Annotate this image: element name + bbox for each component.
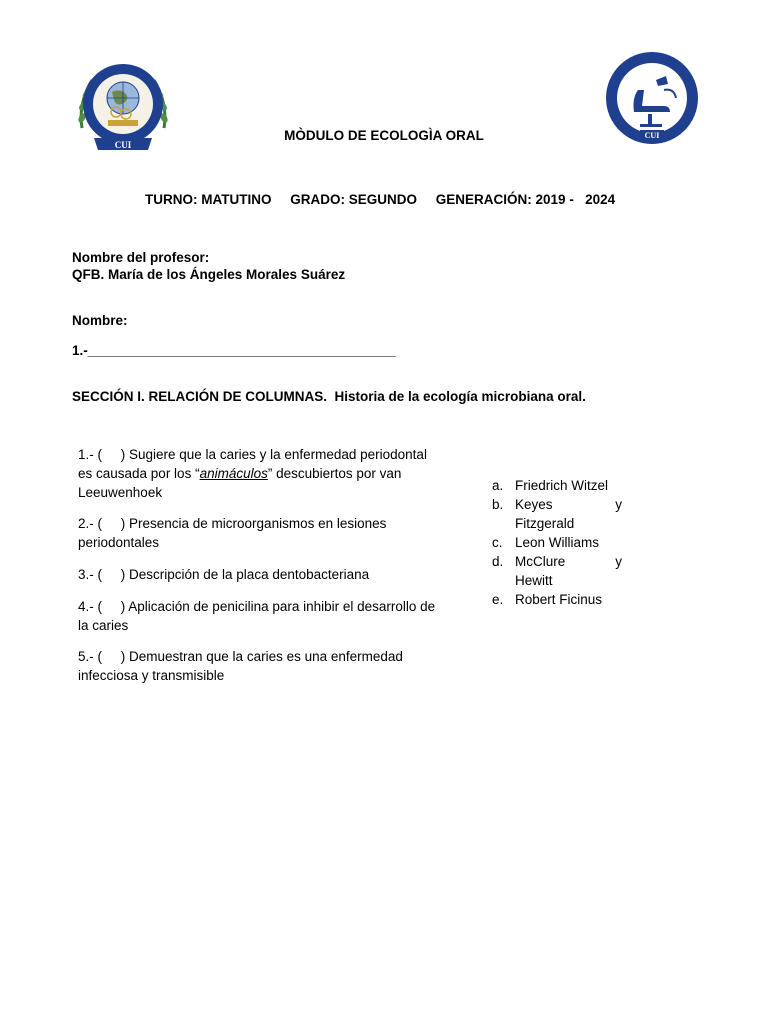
question-item — [78, 565, 440, 584]
course-info-line — [145, 192, 615, 207]
student-name-field[interactable]: 1.-_________________________________________ — [72, 343, 396, 358]
option-text: Robert Ficinus — [515, 592, 603, 607]
question-text-end: ” descubiertos por van Leeuwenhoek — [78, 466, 402, 500]
grado-text: GRADO: SEGUNDO — [290, 192, 418, 207]
option-text: Keyes — [515, 497, 553, 512]
option-text: McClure — [515, 554, 566, 569]
option-conjunction: y — [615, 497, 622, 512]
question-emphasis: animáculos — [199, 466, 268, 481]
answer-blank[interactable]: 4.- ( ) — [78, 599, 126, 614]
student-name-label: Nombre: — [72, 313, 128, 328]
question-item — [78, 514, 440, 552]
option-conjunction: y — [615, 554, 622, 569]
answer-blank[interactable]: 1.- ( ) — [78, 447, 126, 462]
turno-text: TURNO: MATUTINO — [145, 192, 272, 207]
teacher-label: Nombre del profesor: — [72, 250, 210, 265]
answer-option — [492, 476, 622, 495]
question-text: Aplicación de penicilina para inhibir el desarrollo de la caries — [78, 599, 436, 633]
option-letter: c. — [492, 535, 503, 550]
option-letter: a. — [492, 478, 504, 493]
question-text: Sugiere que la caries y la enfermedad periodontal es causada por los “ — [78, 447, 427, 481]
option-text: Leon Williams — [515, 535, 600, 550]
answer-option — [492, 533, 622, 552]
question-item — [78, 647, 440, 685]
section-title: SECCIÓN I. RELACIÓN DE COLUMNAS. Historia de la ecología microbiana oral. — [72, 389, 586, 404]
answer-blank[interactable]: 2.- ( ) — [78, 516, 126, 531]
svg-text:CUI: CUI — [114, 140, 132, 150]
answer-option — [492, 495, 622, 533]
option-text-second: Hewitt — [515, 573, 553, 588]
option-letter: e. — [492, 592, 504, 607]
answer-blank[interactable]: 5.- ( ) — [78, 649, 126, 664]
question-item — [78, 445, 440, 502]
option-letter: d. — [492, 554, 504, 569]
module-title: MÒDULO DE ECOLOGÌA ORAL — [284, 128, 484, 143]
question-text: Presencia de microorganismos en lesiones periodontales — [78, 516, 387, 550]
option-text: Friedrich Witzel — [515, 478, 609, 493]
question-text: Demuestran que la caries es una enfermedad infecciosa y transmisible — [78, 649, 403, 683]
answer-options-list — [492, 476, 622, 609]
svg-text:CUI: CUI — [644, 131, 660, 140]
question-item — [78, 597, 440, 635]
option-letter: b. — [492, 497, 504, 512]
question-text: Descripción de la placa dentobacteriana — [125, 567, 370, 582]
answer-blank[interactable]: 3.- ( ) — [78, 567, 126, 582]
generacion-text: GENERACIÓN: 2019 - 2024 — [435, 192, 616, 207]
option-text-second: Fitzgerald — [515, 516, 575, 531]
answer-option — [492, 590, 622, 609]
teacher-name: QFB. María de los Ángeles Morales Suárez — [72, 267, 346, 282]
answer-option — [492, 552, 622, 590]
